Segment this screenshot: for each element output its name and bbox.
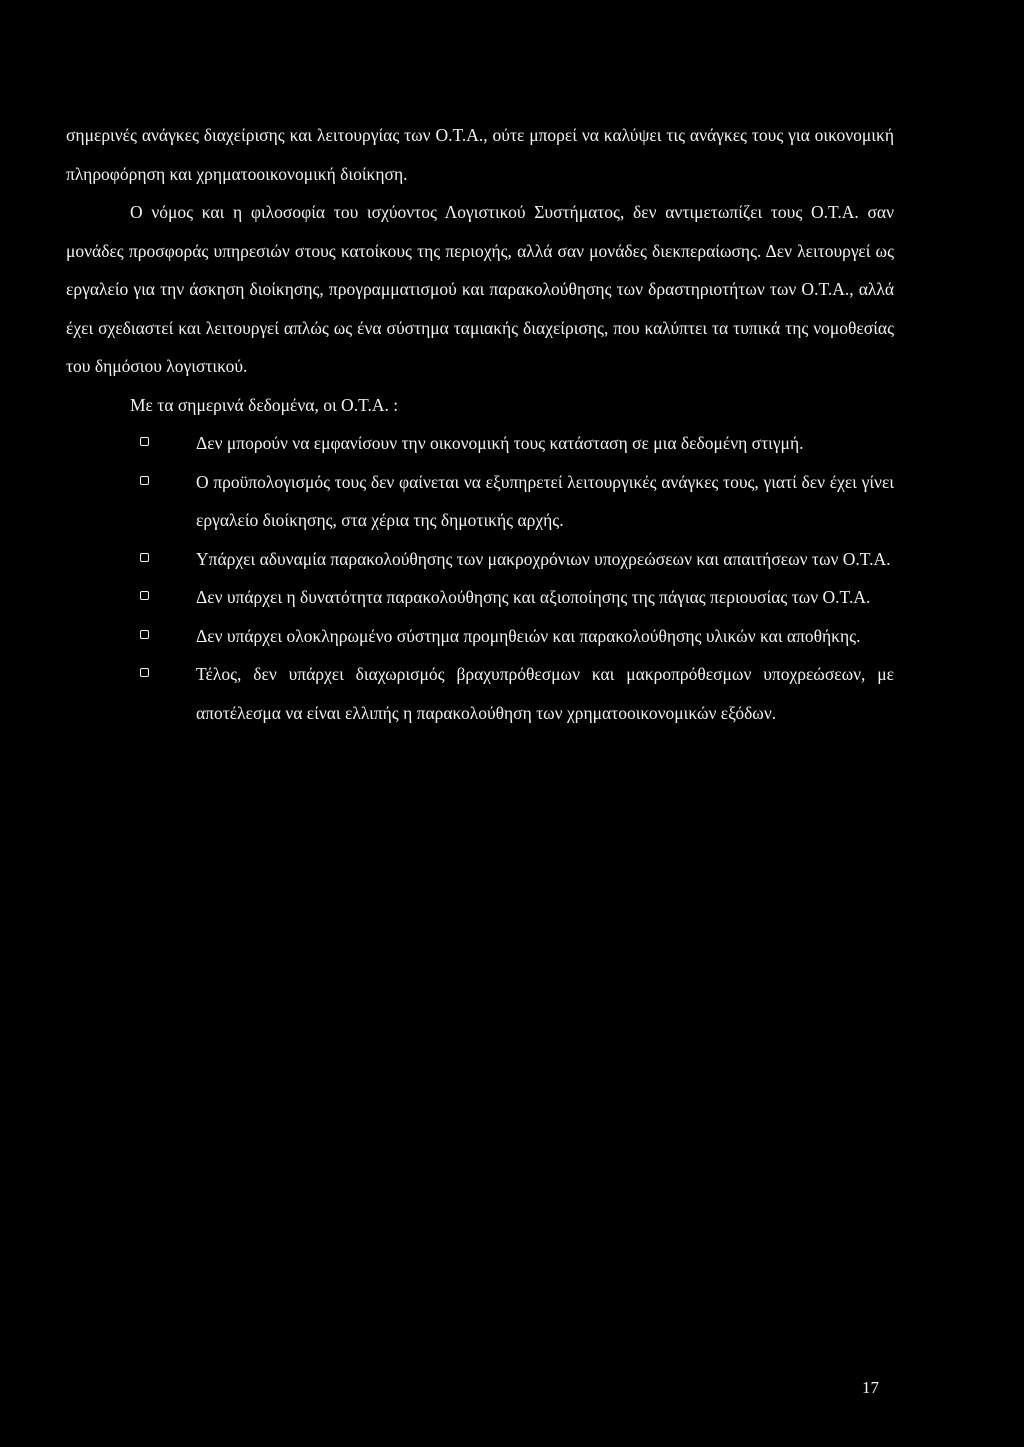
square-bullet-icon bbox=[140, 668, 149, 677]
list-item-text: Υπάρχει αδυναμία παρακολούθησης των μακροχρόνιων υποχρεώσεων και απαιτήσεων των Ο.Τ.Α. bbox=[196, 548, 891, 569]
list-item bbox=[66, 424, 894, 463]
page-number: 17 bbox=[862, 1378, 879, 1397]
list-item-text: Ο προϋπολογισμός τους δεν φαίνεται να εξυπηρετεί λειτουργικές ανάγκες τους, γιατί δεν έχει γίνει εργαλείο διοίκησης, στα χέρια της δημοτικής αρχής. bbox=[196, 471, 894, 530]
list-item-text: Τέλος, δεν υπάρχει διαχωρισμός βραχυπρόθεσμων και μακροπρόθεσμων υποχρεώσεων, με αποτέλεσμα να είναι ελλιπής η παρακολούθηση των χρηματοοικονομικών εξόδων. bbox=[196, 664, 894, 723]
square-bullet-icon bbox=[140, 553, 149, 562]
paragraph-continued: σημερινές ανάγκες διαχείρισης και λειτουργίας των Ο.Τ.Α., ούτε μπορεί να καλύψει τις ανάγκες τους για οικονομική πληροφόρηση και χρηματοοικονομική διοίκηση. bbox=[66, 125, 894, 184]
square-bullet-icon bbox=[140, 476, 149, 485]
paragraph-law-philosophy: Ο νόμος και η φιλοσοφία του ισχύοντος Λογιστικού Συστήματος, δεν αντιμετωπίζει τους Ο.Τ.Α. σαν μονάδες προσφοράς υπηρεσιών στους κατοίκους της περιοχής, αλλά σαν μονάδες διεκπεραίωσης. Δεν λειτουργεί ως εργαλείο για την άσκηση διοίκησης, προγραμματισμού και παρακολούθησης των δραστηριοτήτων των Ο.Τ.Α., αλλά έχει σχεδιαστεί και λειτουργεί απλώς ως ένα σύστημα ταμιακής διαχείρισης, που καλύπτει τα τυπικά της νομοθεσίας του δημόσιου λογιστικού. bbox=[66, 202, 894, 376]
list-item bbox=[66, 463, 894, 540]
list-item-text: Δεν υπάρχει ολοκληρωμένο σύστημα προμηθειών και παρακολούθησης υλικών και αποθήκης. bbox=[196, 625, 861, 646]
list-intro: Με τα σημερινά δεδομένα, οι Ο.Τ.Α. : bbox=[130, 394, 399, 415]
list-item-text: Δεν υπάρχει η δυνατότητα παρακολούθησης και αξιοποίησης της πάγιας περιουσίας των Ο.Τ.Α. bbox=[196, 587, 871, 607]
bullet-list bbox=[66, 424, 894, 732]
list-item bbox=[66, 617, 894, 656]
list-item bbox=[66, 540, 894, 579]
list-item bbox=[66, 578, 894, 617]
list-item bbox=[66, 655, 894, 732]
square-bullet-icon bbox=[140, 591, 149, 600]
square-bullet-icon bbox=[140, 437, 149, 446]
document-body bbox=[66, 116, 894, 732]
list-item-text: Δεν μπορούν να εμφανίσουν την οικονομική τους κατάσταση σε μια δεδομένη στιγμή. bbox=[196, 433, 804, 453]
square-bullet-icon bbox=[140, 630, 149, 639]
